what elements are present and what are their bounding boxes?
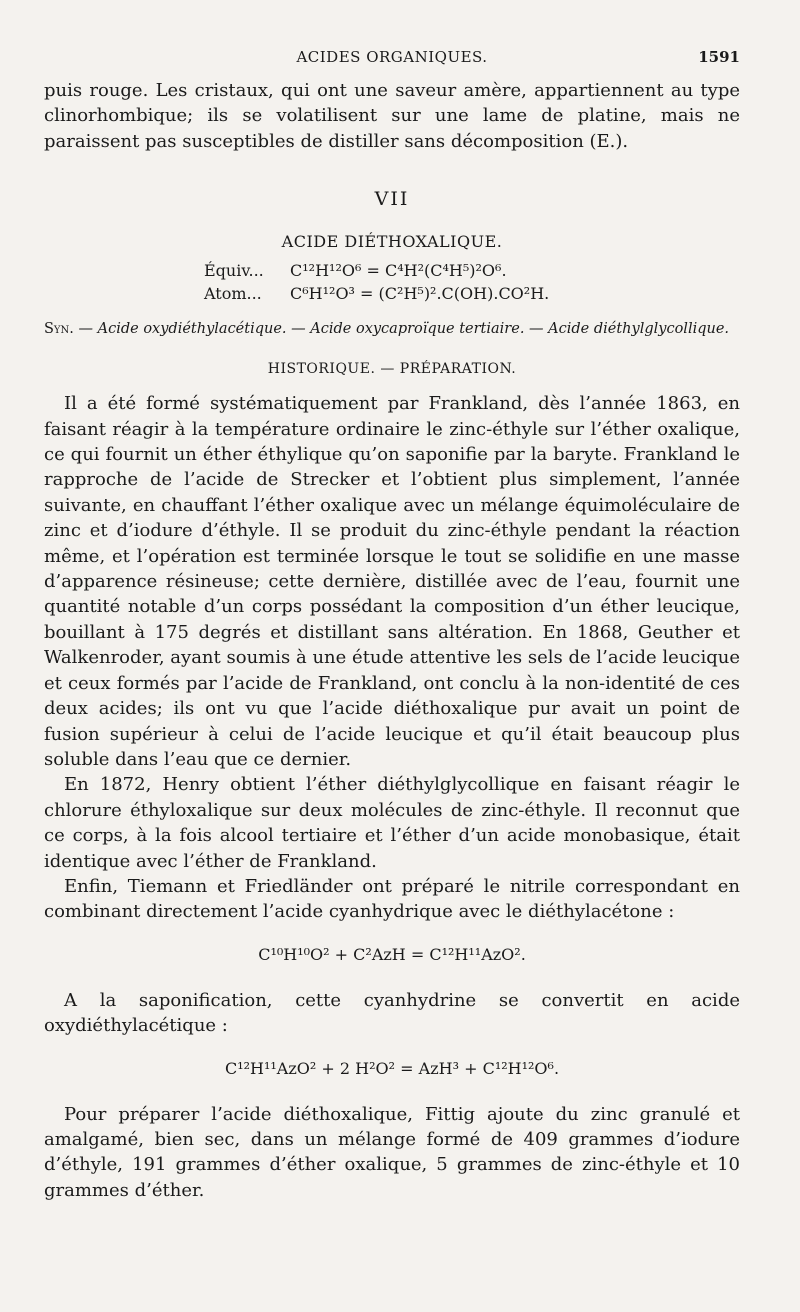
running-title: ACIDES ORGANIQUES.	[296, 48, 488, 66]
paragraph-tiemann: Enfin, Tiemann et Friedländer ont préparé le nitrile correspondant en combinant directement l’acide cyanhydrique avec le diéthylacétone :	[44, 875, 740, 923]
equation-nitrile: C¹⁰H¹⁰O² + C²AzH = C¹²H¹¹AzO².	[258, 944, 526, 964]
atom-formula: C⁶H¹²O³ = (C²H⁵)².C(OH).CO²H.	[290, 284, 550, 304]
document-page	[44, 48, 740, 1203]
subsection-title: HISTORIQUE. — PRÉPARATION.	[267, 361, 517, 378]
running-header	[44, 48, 740, 78]
formula-row-atom	[204, 282, 740, 305]
section-number: VII	[374, 188, 410, 211]
section-title: ACIDE DIÉTHOXALIQUE.	[281, 232, 503, 252]
paragraph-saponification: A la saponification, cette cyanhydrine se convertit en acide oxydiéthylacétique :	[44, 989, 740, 1037]
equiv-label: Équiv...	[204, 261, 264, 281]
synonyms-label: Syn.	[44, 321, 74, 338]
synonyms-line	[44, 319, 740, 339]
formula-row-equiv	[204, 259, 740, 282]
paragraph-history: Il a été formé systématiquement par Frankland, dès l’année 1863, en faisant réagir à la température ordinaire le zinc-éthyle sur l’éther oxalique, ce qui fournit un éther éthylique qu’on saponifie par la baryte. Frankland le rapproche de l’acide de Strecker et l’obtient plus simplement, l’année suivante, en chauffant l’éther oxalique avec un mélange équimoléculaire de zinc et d’iodure d’éthyle. Il se produit du zinc-éthyle pendant la réaction même, et l’opération est terminée lorsque le tout se solidifie en une masse d’apparence résineuse; cette dernière, distillée avec de l’eau, fournit une quantité notable d’un corps possédant la composition d’un éther leucique, bouillant à 175 degrés et distillant sans altération. En 1868, Geuther et Walkenroder, ayant soumis à une étude attentive les sels de l’acide leucique et ceux formés par l’acide de Frankland, ont conclu à la non-identité de ces deux acides; ils ont vu que l’acide diéthoxalique pur avait un point de fusion supérieur à celui de l’acide leucique et qu’il était beaucoup plus soluble dans l’eau que ce dernier.	[44, 393, 740, 770]
atom-label: Atom...	[204, 284, 262, 304]
intro-paragraph: puis rouge. Les cristaux, qui ont une saveur amère, appartiennent au type clinorhombique; ils se volatilisent sur une lame de platine, mais ne paraissent pas susceptibles de distiller sans décomposition (E.).	[44, 80, 740, 152]
page-number: 1591	[698, 48, 740, 66]
formula-block	[204, 259, 740, 305]
synonyms-text: — Acide oxydiéthylacétique. — Acide oxycaproïque tertiaire. — Acide diéthylglycollique.	[73, 321, 730, 338]
paragraph-fittig: Pour préparer l’acide diéthoxalique, Fittig ajoute du zinc granulé et amalgamé, bien sec, dans un mélange formé de 409 grammes d’iodure d’éthyle, 191 grammes d’éther oxalique, 5 grammes de zinc-éthyle et 10 grammes d’éther.	[44, 1103, 740, 1201]
paragraph-henry: En 1872, Henry obtient l’éther diéthylglycollique en faisant réagir le chlorure éthyloxalique sur deux molécules de zinc-éthyle. Il reconnut que ce corps, à la fois alcool tertiaire et l’éther d’un acide monobasique, était identique avec l’éther de Frankland.	[44, 774, 740, 872]
equation-saponification: C¹²H¹¹AzO² + 2 H²O² = AzH³ + C¹²H¹²O⁶.	[224, 1058, 560, 1078]
equiv-formula: C¹²H¹²O⁶ = C⁴H²(C⁴H⁵)²O⁶.	[290, 261, 507, 281]
